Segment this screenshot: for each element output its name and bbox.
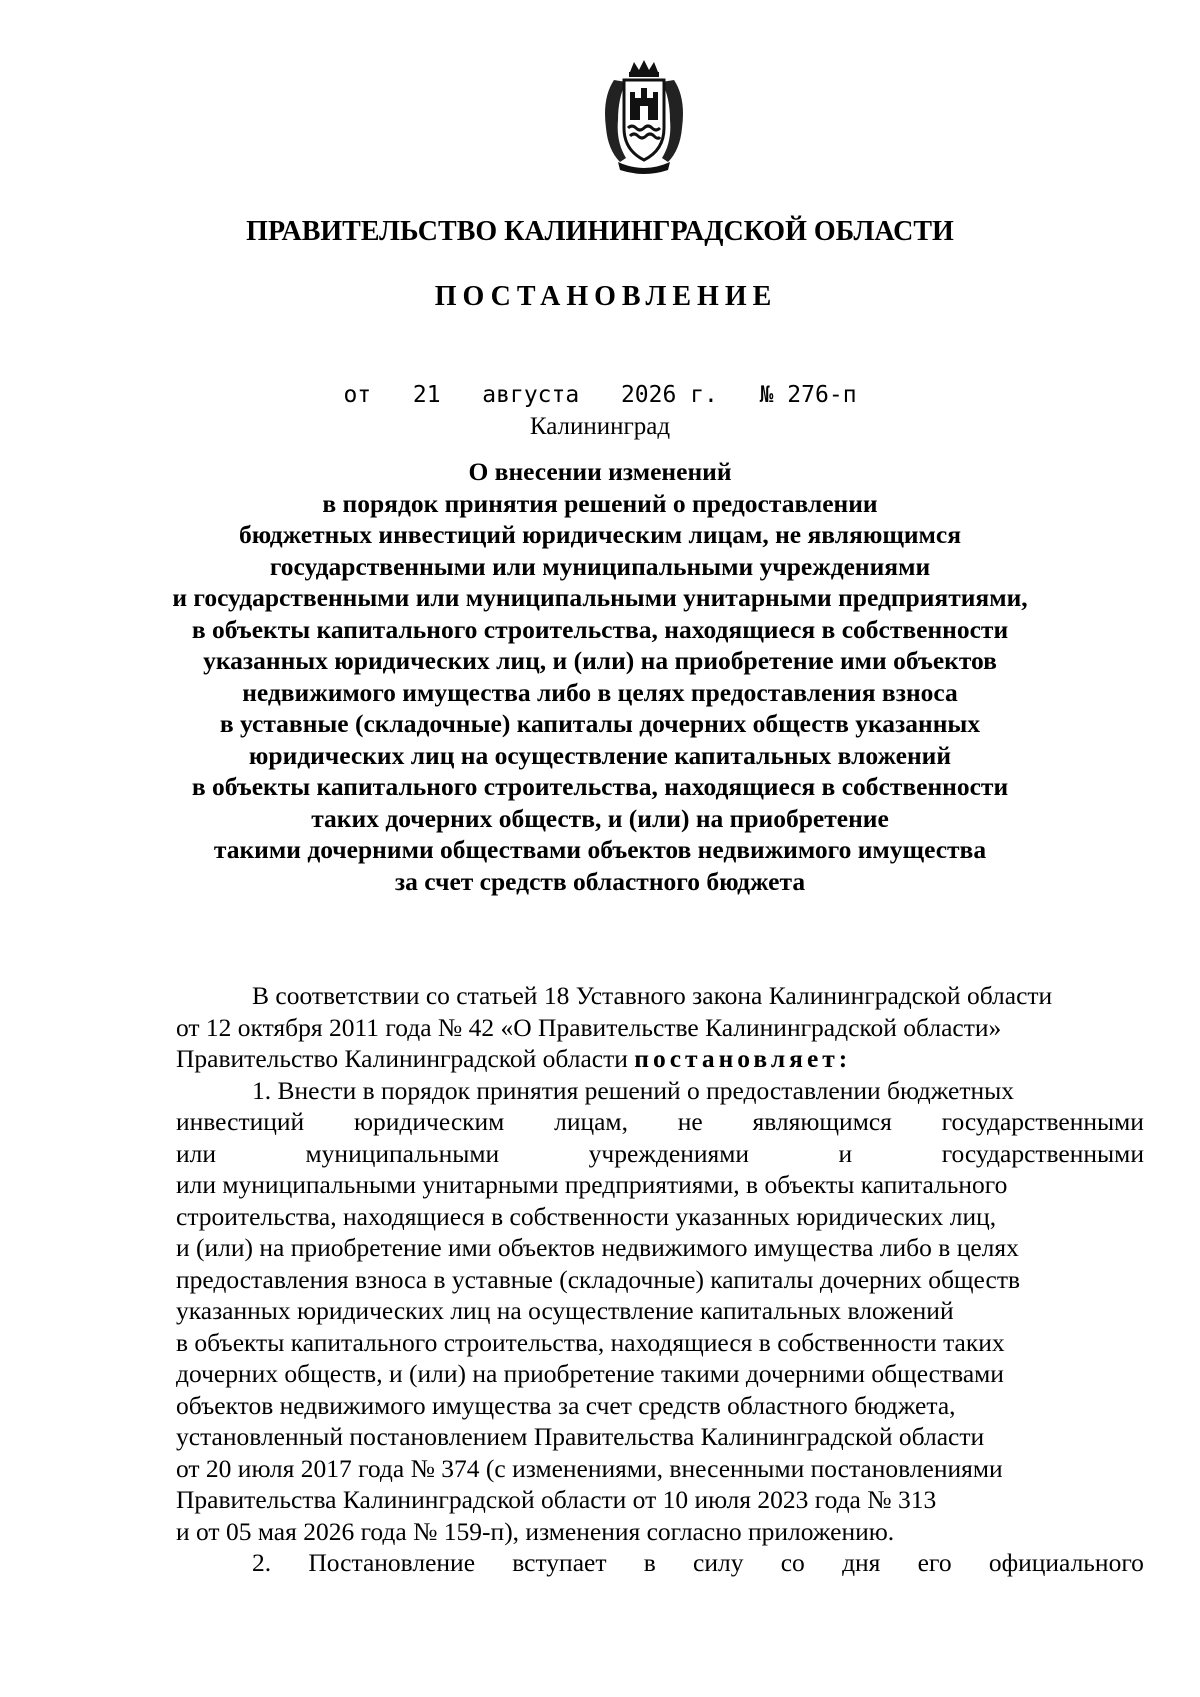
item-1-line: дочерних обществ, и (или) на приобретение такими дочерними обществами bbox=[176, 1359, 1004, 1388]
preamble-line: от 12 октября 2011 года № 42 «О Правительстве Калининградской области» bbox=[176, 1012, 1002, 1042]
item-1-line: указанных юридических лиц на осуществление капитальных вложений bbox=[176, 1296, 954, 1325]
organization-title: ПРАВИТЕЛЬСТВО КАЛИНИНГРАДСКОЙ ОБЛАСТИ bbox=[246, 216, 954, 247]
item-1-line: 1. Внести в порядок принятия решений о предоставлении бюджетных bbox=[252, 1075, 1015, 1105]
preamble-text: Правительство Калининградской области bbox=[176, 1044, 628, 1073]
word: дня bbox=[842, 1548, 881, 1577]
word: и bbox=[838, 1138, 853, 1168]
document-type: ПОСТАНОВЛЕНИЕ bbox=[434, 281, 778, 312]
word: муниципальными bbox=[305, 1138, 500, 1168]
item-1-line: объектов недвижимого имущества за счет средств областного бюджета, bbox=[176, 1390, 956, 1420]
subject-line: в объекты капитального строительства, находящиеся в собственности bbox=[191, 772, 1009, 801]
date-prefix: от bbox=[343, 382, 372, 408]
item-1-line: и (или) на приобретение ими объектов недвижимого имущества либо в целях bbox=[176, 1233, 1019, 1262]
item-1-line: и от 05 мая 2026 года № 159-п), изменения согласно приложению. bbox=[176, 1516, 895, 1546]
date-day: 21 bbox=[412, 382, 441, 408]
item-1-line: строительства, находящиеся в собственности указанных юридических лиц, bbox=[176, 1201, 997, 1231]
subject-line: и государственными или муниципальными унитарными предприятиями, bbox=[172, 583, 1028, 612]
word: силу bbox=[693, 1548, 744, 1577]
subject-line: недвижимого имущества либо в целях предоставления взноса bbox=[242, 677, 958, 707]
date-month: августа bbox=[482, 382, 580, 408]
item-1-line: предоставления взноса в уставные (складочные) капиталы дочерних обществ bbox=[176, 1264, 1021, 1294]
word: не bbox=[677, 1107, 703, 1136]
document-date-number bbox=[0, 380, 1200, 410]
subject-line: О внесении изменений bbox=[468, 457, 732, 486]
preamble-line: В соответствии со статьей 18 Уставного закона Калининградской области bbox=[252, 981, 1053, 1010]
word: в bbox=[643, 1548, 656, 1577]
item-2-line bbox=[176, 1547, 1144, 1579]
word: 2. bbox=[252, 1548, 272, 1577]
subject-line: таких дочерних обществ, и (или) на приобретение bbox=[311, 803, 889, 833]
item-1-line-justified bbox=[176, 1138, 1144, 1170]
word: лицам, bbox=[554, 1107, 628, 1136]
subject-line: юридических лиц на осуществление капитальных вложений bbox=[248, 740, 952, 770]
resolution-verb: постановляет: bbox=[634, 1044, 852, 1073]
item-1-line: Правительства Калининградской области от 10 июля 2023 года № 313 bbox=[176, 1485, 937, 1514]
word: юридическим bbox=[353, 1107, 505, 1136]
subject-line: бюджетных инвестиций юридическим лицам, не являющимся bbox=[238, 520, 962, 549]
subject-line: в уставные (складочные) капиталы дочерних обществ указанных bbox=[219, 709, 981, 738]
word: учреждениями bbox=[588, 1138, 750, 1168]
item-1-line-justified bbox=[176, 1106, 1144, 1138]
word: являющимся bbox=[752, 1107, 892, 1136]
item-1-line: установленный постановлением Правительства Калининградской области bbox=[176, 1422, 985, 1451]
word: государственными bbox=[941, 1107, 1144, 1136]
subject-line: в объекты капитального строительства, находящиеся в собственности bbox=[191, 614, 1009, 644]
document-city: Калининград bbox=[529, 413, 671, 440]
item-1-line: в объекты капитального строительства, находящиеся в собственности таких bbox=[176, 1327, 1005, 1357]
word: государственными bbox=[941, 1138, 1144, 1168]
subject-line: указанных юридических лиц, и (или) на приобретение ими объектов bbox=[203, 646, 997, 675]
subject-line: в порядок принятия решений о предоставлении bbox=[322, 488, 878, 518]
item-1-line: или муниципальными унитарными предприятиями, в объекты капитального bbox=[176, 1170, 1008, 1199]
document-number: № 276-п bbox=[759, 382, 857, 408]
document-subject bbox=[150, 456, 1050, 897]
coat-of-arms-icon bbox=[596, 58, 692, 178]
word: его bbox=[917, 1548, 952, 1577]
word: инвестиций bbox=[176, 1107, 305, 1136]
subject-line: государственными или муниципальными учреждениями bbox=[269, 551, 931, 581]
item-1-line: от 20 июля 2017 года № 374 (с изменениями, внесенными постановлениями bbox=[176, 1453, 1003, 1483]
subject-line: такими дочерними обществами объектов недвижимого имущества bbox=[213, 835, 987, 864]
word: вступает bbox=[512, 1548, 607, 1577]
document-body bbox=[176, 980, 1144, 1579]
date-year: 2026 г. bbox=[620, 382, 718, 408]
word: со bbox=[780, 1548, 805, 1577]
subject-line: за счет средств областного бюджета bbox=[394, 866, 806, 896]
preamble-line bbox=[176, 1043, 1144, 1075]
word: или bbox=[176, 1138, 217, 1168]
word: официального bbox=[988, 1548, 1144, 1577]
word: Постановление bbox=[308, 1548, 476, 1577]
